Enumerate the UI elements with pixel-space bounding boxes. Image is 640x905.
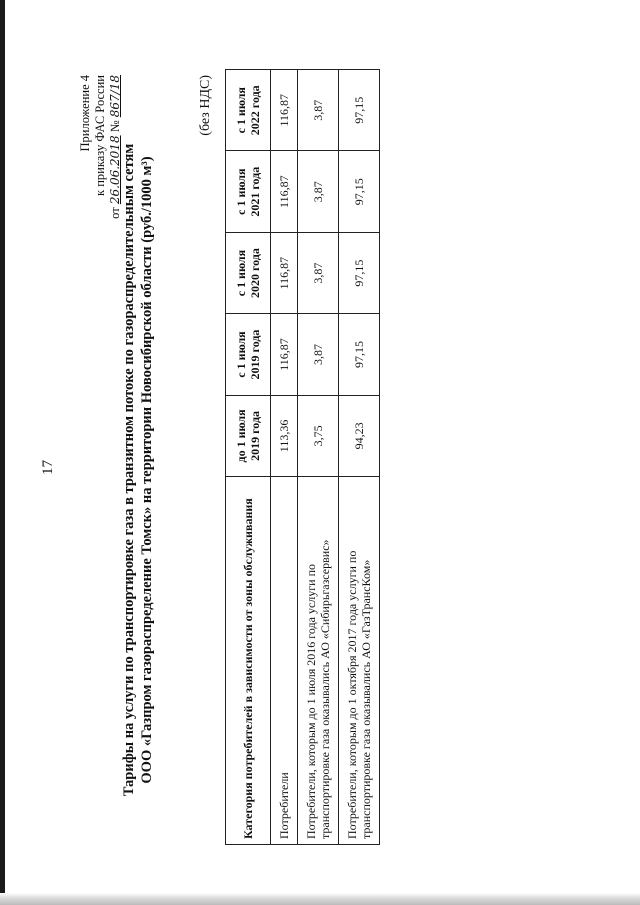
tariff-value: 97,15 [339, 151, 380, 232]
tariff-value: 116,87 [271, 151, 298, 232]
table-header-row [226, 70, 271, 845]
header-period: до 1 июля 2019 года [226, 395, 271, 476]
appendix-number-prefix: № [108, 120, 122, 133]
tariff-value: 3,75 [298, 395, 339, 476]
tariff-value: 94,23 [339, 395, 380, 476]
appendix-date: 26.06.2018 [108, 135, 122, 205]
appendix-line-1: Приложение 4 [78, 75, 92, 152]
tariff-value: 3,87 [298, 232, 339, 313]
vat-note: (без НДС) [198, 75, 213, 136]
tariff-value: 3,87 [298, 151, 339, 232]
header-period: с 1 июля 2021 года [226, 151, 271, 232]
appendix-date-prefix: от [108, 207, 122, 219]
header-period: с 1 июля 2022 года [226, 70, 271, 151]
tariff-value: 97,15 [339, 314, 380, 395]
tariff-value: 97,15 [339, 70, 380, 151]
tariff-table [225, 69, 380, 845]
header-period: с 1 июля 2019 года [226, 314, 271, 395]
page-number: 17 [40, 460, 56, 475]
appendix-number: 867/18 [108, 75, 122, 118]
row-category: Потребители [271, 477, 298, 845]
tariff-value: 116,87 [271, 314, 298, 395]
document-title [120, 75, 156, 865]
tariff-value: 3,87 [298, 70, 339, 151]
tariff-value: 116,87 [271, 70, 298, 151]
row-category: Потребители, которым до 1 октября 2017 года услуги по транспортировке газа оказывались АО «ГазТрансКом» [339, 477, 380, 845]
title-line-1: Тарифы на услуги по транспортировке газа в транзитном потоке по газораспределительным сетям [121, 143, 137, 797]
tariff-value: 116,87 [271, 232, 298, 313]
title-line-2: ООО «Газпром газораспределение Томск» на территории Новосибирской области (руб./1000 м³) [139, 156, 155, 784]
appendix-line-2: к приказу ФАС России [93, 75, 107, 196]
row-category: Потребители, которым до 1 июля 2016 года услуги по транспортировке газа оказывались АО «Сибирьгазсервис» [298, 477, 339, 845]
appendix-reference [78, 75, 123, 219]
header-category: Категория потребителей в зависимости от зоны обслуживания [226, 477, 271, 845]
tariff-value: 113,36 [271, 395, 298, 476]
table-row [339, 70, 380, 845]
table-row [271, 70, 298, 845]
table-row [298, 70, 339, 845]
tariff-value: 3,87 [298, 314, 339, 395]
tariff-value: 97,15 [339, 232, 380, 313]
header-period: с 1 июля 2020 года [226, 232, 271, 313]
